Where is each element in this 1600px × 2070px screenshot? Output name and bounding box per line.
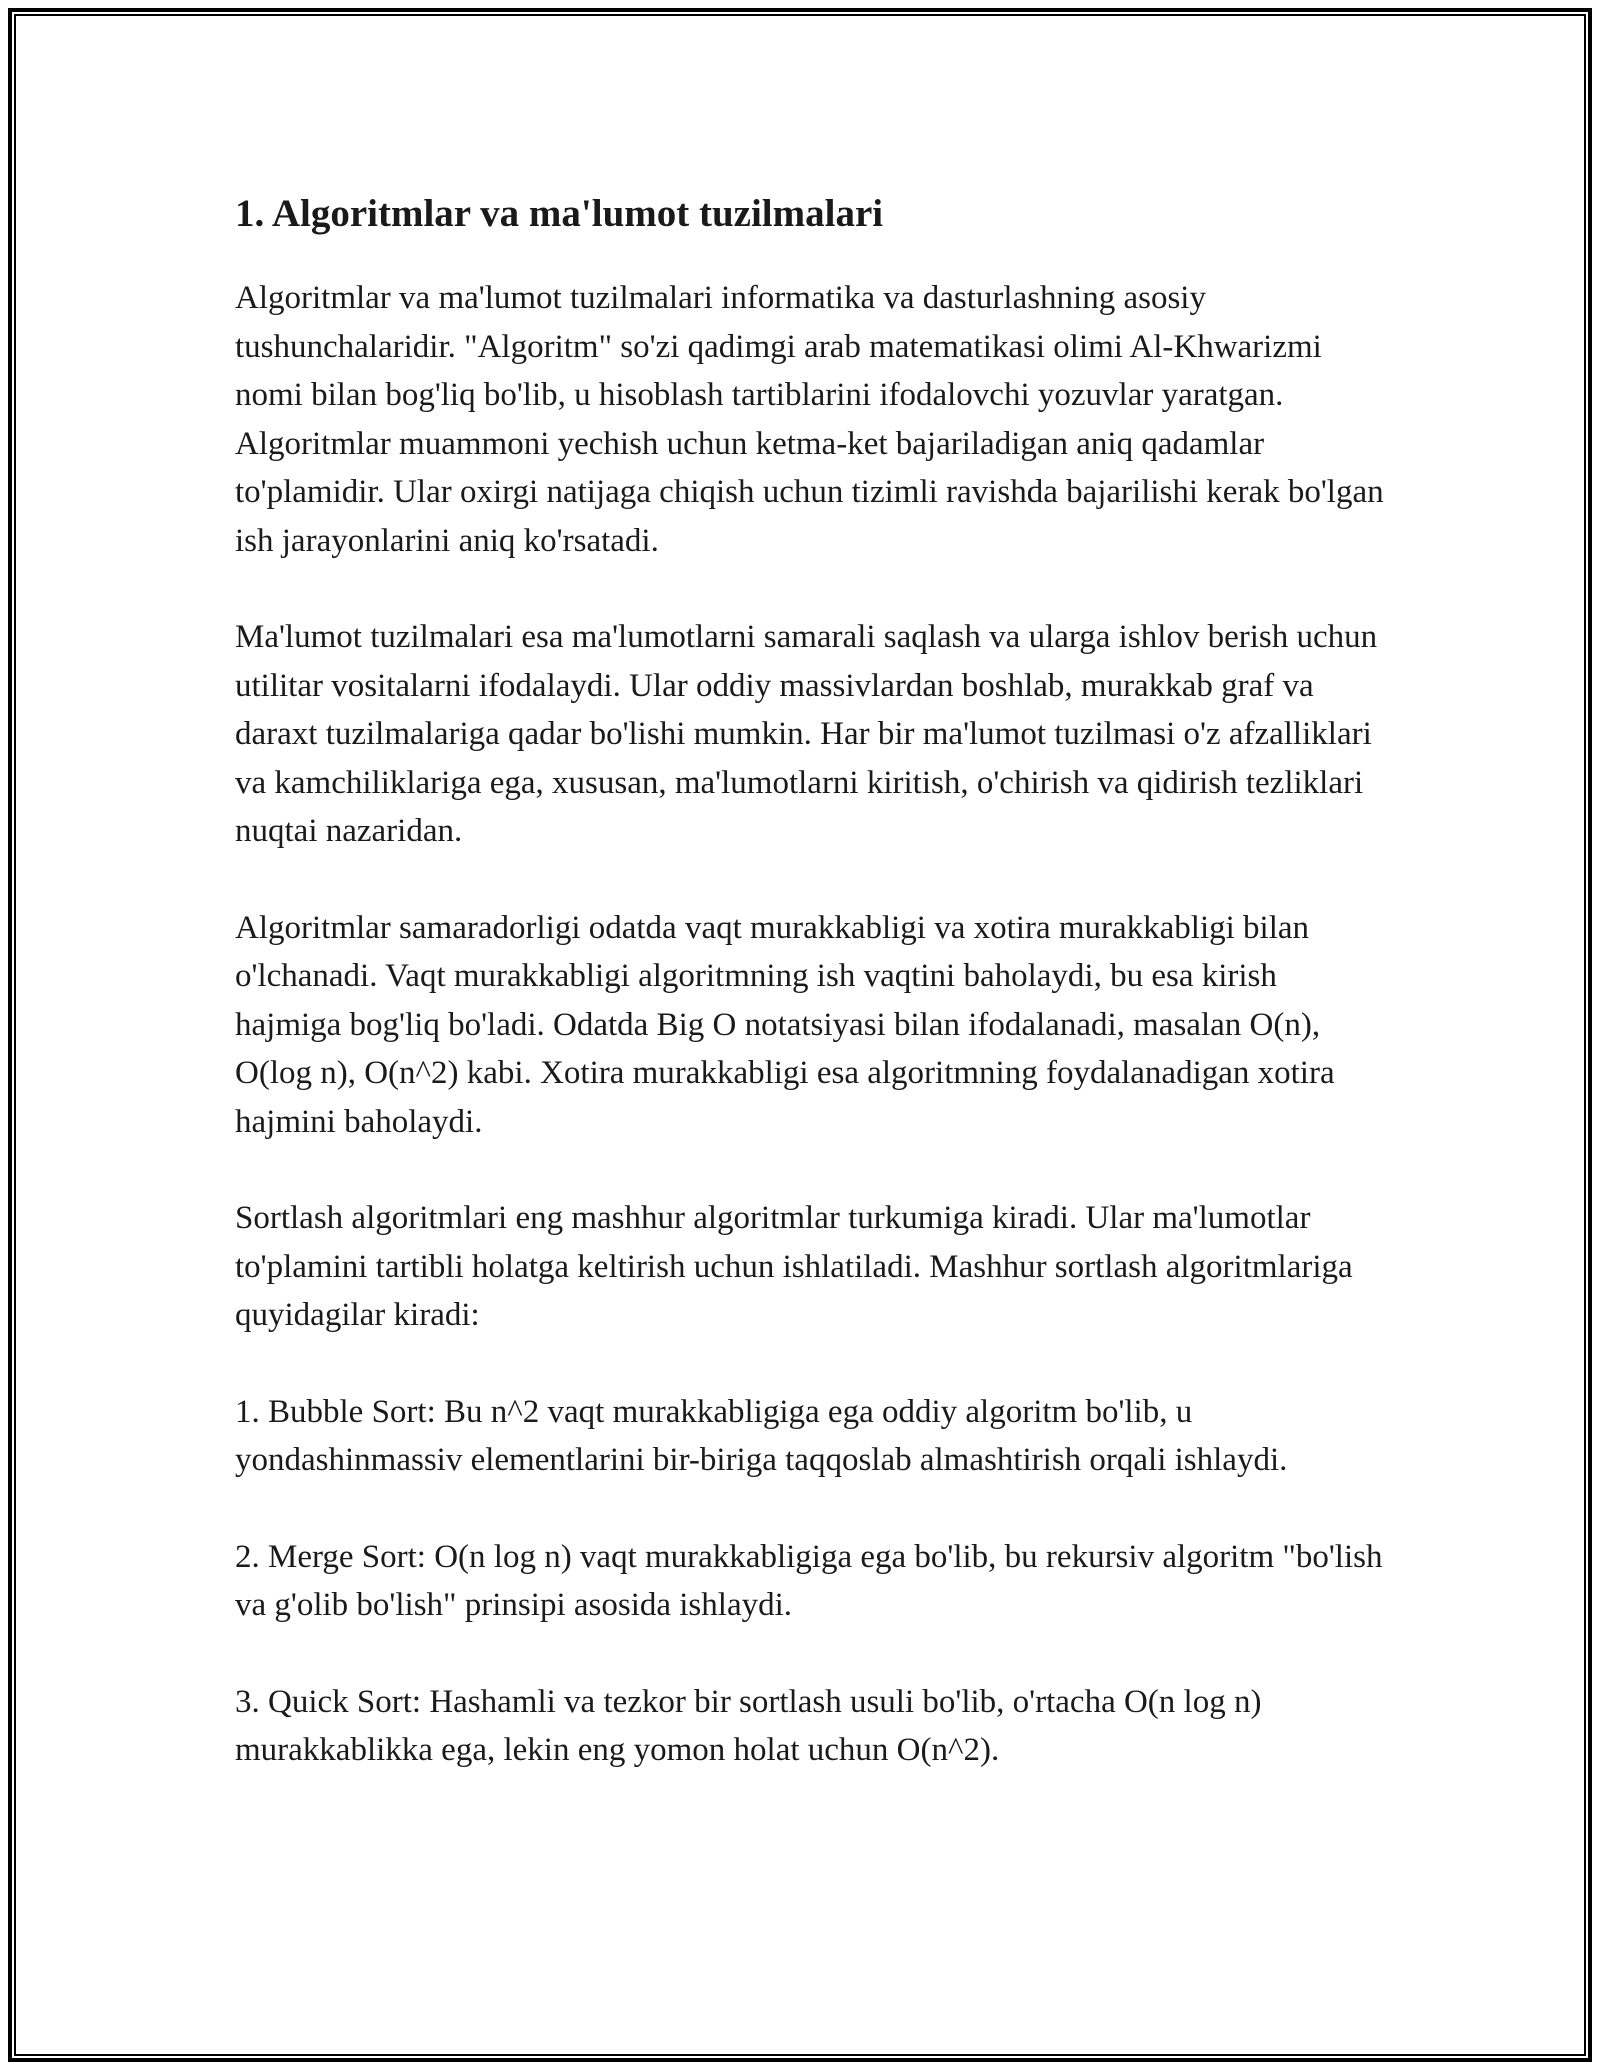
list-item-bubble-sort: 1. Bubble Sort: Bu n^2 vaqt murakkabligiga ega oddiy algoritm bo'lib, u yondashinmassiv elementlarini bir-biriga taqqoslab almashtirish orqali ishlaydi. [235, 1393, 1288, 1478]
paragraph-intro: Algoritmlar va ma'lumot tuzilmalari informatika va dasturlashning asosiy tushunchalaridir. "Algoritm" so'zi qadimgi arab matematikasi olimi Al-Khwarizmi nomi bilan bog'liq bo'lib, u hisoblash tartiblarini ifodalovchi yozuvlar yaratgan. Algoritmlar muammoni yechish uchun ketma-ket bajariladigan aniq qadamlar to'plamidir. Ular oxirgi natijaga chiqish uchun tizimli ravishda bajarilishi kerak bo'lgan ish jarayonlarini aniq ko'rsatadi. [235, 280, 1384, 559]
paragraph-complexity: Algoritmlar samaradorligi odatda vaqt murakkabligi va xotira murakkabligi bilan o'lchanadi. Vaqt murakkabligi algoritmning ish vaqtini baholaydi, bu esa kirish hajmiga bog'liq bo'ladi. Odatda Big O notatsiyasi bilan ifodalanadi, masalan O(n), O(log n), O(n^2) kabi. Xotira murakkabligi esa algoritmning foydalanadigan xotira hajmini baholaydi. [235, 909, 1335, 1140]
paragraph-sorting-intro: Sortlash algoritmlari eng mashhur algoritmlar turkumiga kiradi. Ular ma'lumotlar to'plamini tartibli holatga keltirish uchun ishlatiladi. Mashhur sortlash algoritmlariga quyidagilar kiradi: [235, 1200, 1353, 1333]
paragraph-data-structures: Ma'lumot tuzilmalari esa ma'lumotlarni samarali saqlash va ularga ishlov berish uchun utilitar vositalarni ifodalaydi. Ular oddiy massivlardan boshlab, murakkab graf va daraxt tuzilmalariga qadar bo'lishi mumkin. Har bir ma'lumot tuzilmasi o'z afzalliklari va kamchiliklariga ega, xususan, ma'lumotlarni kiritish, o'chirish va qidirish tezliklari nuqtai nazaridan. [235, 619, 1378, 849]
document-body [235, 182, 1385, 1823]
list-item-quick-sort: 3. Quick Sort: Hashamli va tezkor bir sortlash usuli bo'lib, o'rtacha O(n log n) murakkablikka ega, lekin eng yomon holat uchun O(n^2). [235, 1683, 1262, 1768]
document-title: 1. Algoritmlar va ma'lumot tuzilmalari [235, 192, 884, 235]
list-item-merge-sort: 2. Merge Sort: O(n log n) vaqt murakkabligiga ega bo'lib, bu rekursiv algoritm "bo'lish va g'olib bo'lish" prinsipi asosida ishlaydi. [235, 1538, 1383, 1623]
